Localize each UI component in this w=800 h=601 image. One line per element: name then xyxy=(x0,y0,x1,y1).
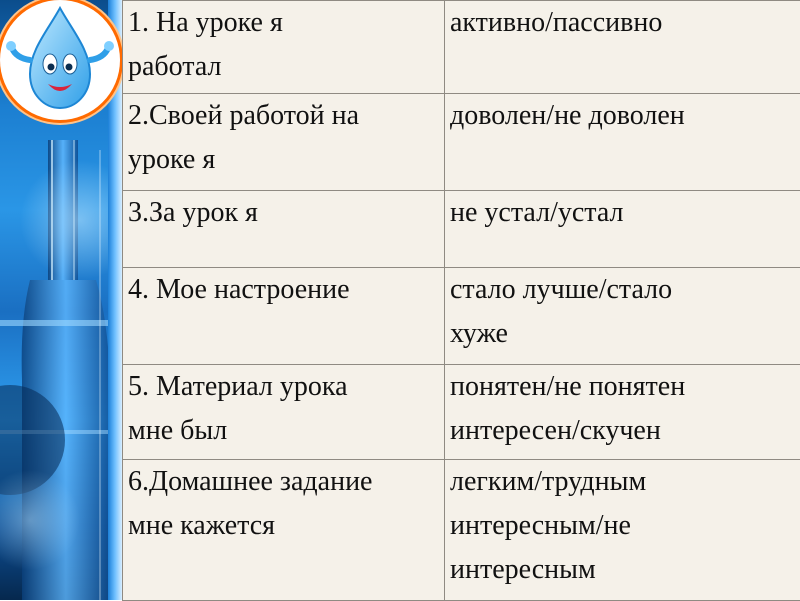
table-row xyxy=(123,268,800,365)
answer-text: стало лучше/стало xyxy=(450,268,800,312)
reflection-table xyxy=(122,0,800,600)
question-text: работал xyxy=(128,45,444,89)
question-text: 5. Материал урока xyxy=(128,365,444,409)
table-row xyxy=(123,365,800,460)
question-cell xyxy=(123,94,445,191)
question-cell xyxy=(123,191,445,268)
question-text: мне был xyxy=(128,409,444,453)
answer-cell xyxy=(445,460,800,601)
answer-text: хуже xyxy=(450,312,800,356)
table-row xyxy=(123,94,800,191)
question-cell xyxy=(123,365,445,460)
question-cell xyxy=(123,268,445,365)
answer-text: доволен/не доволен xyxy=(450,94,800,138)
question-text: 3.За урок я xyxy=(128,191,444,235)
question-text: уроке я xyxy=(128,138,444,182)
table-row xyxy=(123,1,800,94)
answer-text: не устал/устал xyxy=(450,191,800,235)
question-cell xyxy=(123,1,445,94)
question-text: 2.Своей работой на xyxy=(128,94,444,138)
question-text: 6.Домашнее задание xyxy=(128,460,444,504)
table-row xyxy=(123,460,800,601)
question-text: 1. На уроке я xyxy=(128,1,444,45)
answer-text: понятен/не понятен xyxy=(450,365,800,409)
answer-cell xyxy=(445,94,800,191)
question-text: мне кажется xyxy=(128,504,444,548)
question-cell xyxy=(123,460,445,601)
answer-cell xyxy=(445,1,800,94)
answer-text: активно/пассивно xyxy=(450,1,800,45)
answer-text: интересным/не xyxy=(450,504,800,548)
answer-cell xyxy=(445,268,800,365)
water-drop-mascot-icon xyxy=(0,0,120,120)
reflection-table-grid xyxy=(122,0,800,601)
question-text: 4. Мое настроение xyxy=(128,268,444,312)
answer-text: интересен/скучен xyxy=(450,409,800,453)
answer-cell xyxy=(445,191,800,268)
answer-cell xyxy=(445,365,800,460)
answer-text: легким/трудным xyxy=(450,460,800,504)
table-row xyxy=(123,191,800,268)
answer-text: интересным xyxy=(450,548,800,592)
